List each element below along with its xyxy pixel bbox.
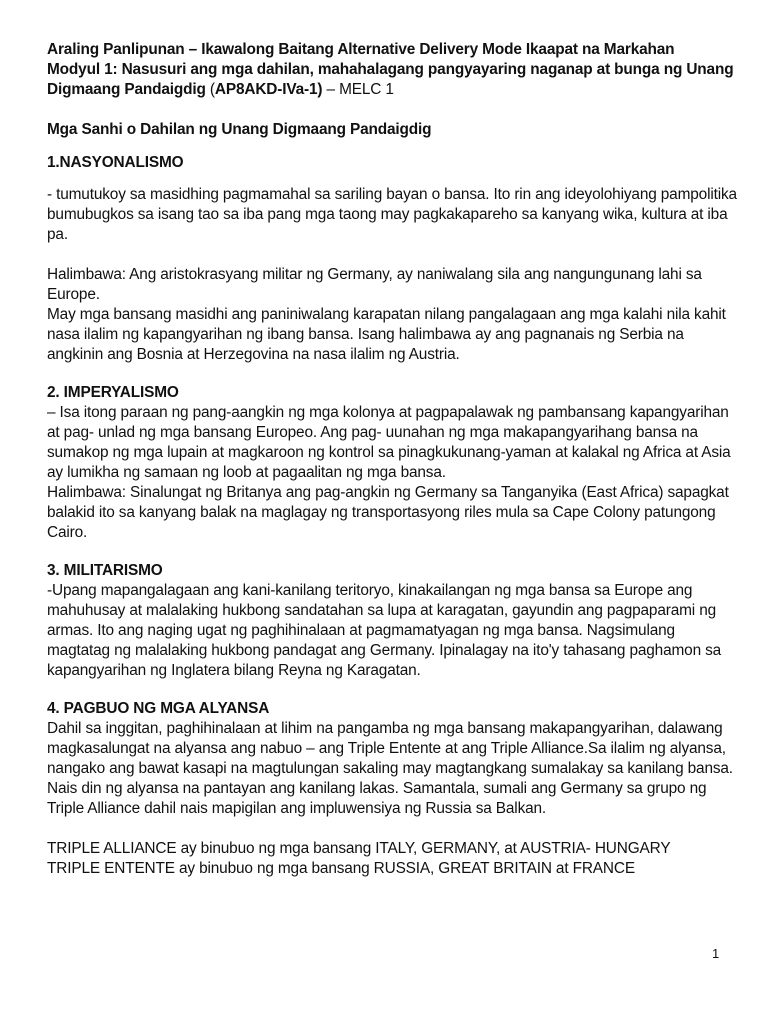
title-line-3-a: Digmaang Pandaigdig (47, 81, 206, 98)
section-heading-militarismo: 3. MILITARISMO (47, 562, 163, 579)
page-number: 1 (712, 946, 720, 961)
section-heading-alyansa: 4. PAGBUO NG MGA ALYANSA (47, 700, 270, 717)
section-example-nasyonalismo: Halimbawa: Ang aristokrasyang militar ng Germany, ay naniwalang sila ang nangungunang lahi sa Europe. (47, 266, 702, 303)
section-heading-nasyonalismo: 1.NASYONALISMO (47, 154, 184, 171)
subtitle: Mga Sanhi o Dahilan ng Unang Digmaang Pandaigdig (47, 121, 432, 138)
triple-alliance-line: TRIPLE ALLIANCE ay binubuo ng mga bansang ITALY, GERMANY, at AUSTRIA- HUNGARY (47, 840, 671, 857)
section-heading-imperyalismo: 2. IMPERYALISMO (47, 384, 179, 401)
document-title (47, 40, 737, 100)
title-line-1: Araling Panlipunan – Ikawalong Baitang Alternative Delivery Mode Ikaapat na Markahan (47, 41, 675, 58)
section-definition-militarismo: -Upang mapangalagaan ang kani-kanilang teritoryo, kinakailangan ng mga bansa sa Europe ang mahuhusay at malalaking hukbong sandatahan sa lupa at karagatan, gayundin ang pagpaparami ng armas. Ito ang naging ugat ng paghihinalaan at pagmamatyagan ng mga bansa. Nagsimulang magtatag ng malalaking hukbong pandagat ang Germany. Ipinalagay na ito'y tahasang paghamon sa kapangyarihan ng Inglatera bilang Reyna ng Karagatan. (47, 582, 722, 679)
title-line-3 (47, 80, 737, 100)
section-example-imperyalismo: Halimbawa: Sinalungat ng Britanya ang pag-angkin ng Germany sa Tanganyika (East Africa) sapagkat balakid ito sa kanyang balak na maglagay ng transportasyong riles mula sa Cape Colony patungong Cairo. (47, 484, 729, 541)
section-definition-alyansa: Dahil sa inggitan, paghihinalaan at lihim na pangamba ng mga bansang makapangyarihan, dalawang magkasalungat na alyansa ang nabuo – ang Triple Entente at ang Triple Alliance.Sa ilalim ng alyansa, nangako ang bawat kasapi na magtulungan sakaling may magtangkang sumalakay sa kanilang bansa. Nais din ng alyansa na pantayan ang kanilang lakas. Samantala, sumali ang Germany sa grupo ng Triple Alliance dahil nais mapigilan ang impluwensiya ng Russia sa Balkan. (47, 720, 733, 817)
title-line-3-d: – MELC 1 (322, 81, 394, 98)
section-extra-nasyonalismo: May mga bansang masidhi ang paniniwalang karapatan nilang pangalagaan ang mga kalahi nila kahit nasa ilalim ng kapangyarihan ng ibang bansa. Isang halimbawa ay ang pagnanais ng Serbia na angkinin ang Bosnia at Herzegovina na nasa ilalim ng Austria. (47, 306, 726, 363)
title-line-2: Modyul 1: Nasusuri ang mga dahilan, mahahalagang pangyayaring naganap at bunga ng Unang (47, 61, 734, 78)
title-line-3-b: ( (205, 81, 215, 98)
section-definition-imperyalismo: – Isa itong paraan ng pang-aangkin ng mga kolonya at pagpapalawak ng pambansang kapangyarihan at pag- unlad ng mga bansang Europeo. Ang pag- uunahan ng mga makapangyarihang bansa na sumakop ng mga lupain at magkaroon ng kontrol sa pinagkukunang-yaman at kalakal ng Africa at Asia ay lumikha ng samaan ng loob at pagaalitan ng mga bansa. (47, 404, 731, 481)
document-body (47, 40, 737, 879)
section-definition-nasyonalismo: - tumutukoy sa masidhing pagmamahal sa sariling bayan o bansa. Ito rin ang ideyolohiyang pampolitika bumubugkos sa isang tao sa iba pang mga taong may pagkakapareho sa kanyang wika, kultura at iba pa. (47, 186, 737, 243)
title-line-3-c: AP8AKD-IVa-1) (214, 81, 323, 98)
triple-entente-line: TRIPLE ENTENTE ay binubuo ng mga bansang RUSSIA, GREAT BRITAIN at FRANCE (47, 860, 635, 877)
